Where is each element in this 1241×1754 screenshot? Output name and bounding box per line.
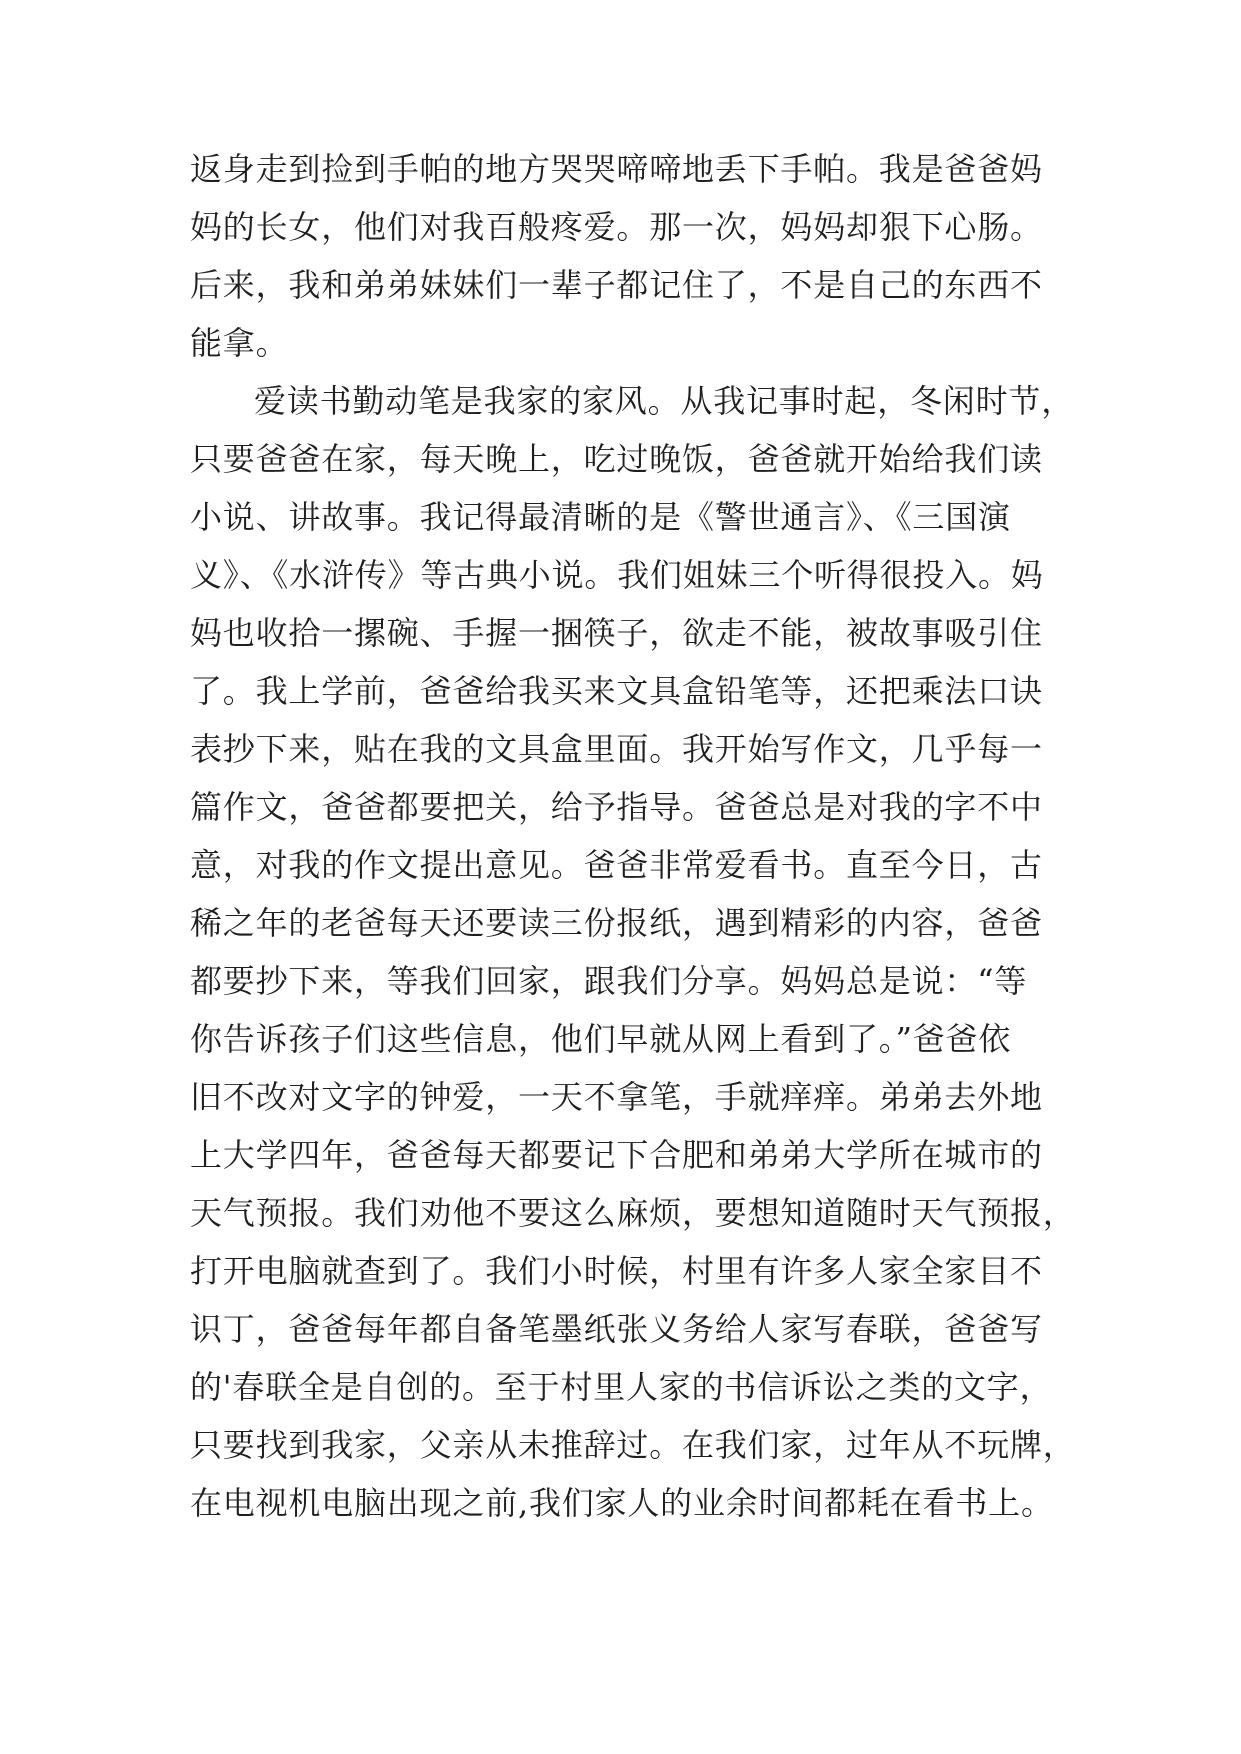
text-line: 识丁，爸爸每年都自备笔墨纸张义务给人家写春联，爸爸写: [190, 1310, 1043, 1348]
text-line: 只要爸爸在家，每天晚上，吃过晚饭，爸爸就开始给我们读: [190, 440, 1043, 478]
text-line: 能拿。: [190, 324, 289, 362]
text-line: 义》、《水浒传》等古典小说。我们姐妹三个听得很投入。妈: [190, 556, 1044, 594]
text-line: 打开电脑就查到了。我们小时候，村里有许多人家全家目不: [190, 1252, 1043, 1290]
text-line: 后来，我和弟弟妹妹们一辈子都记住了，不是自己的东西不: [190, 266, 1043, 304]
text-line: 意，对我的作文提出意见。爸爸非常爱看书。直至今日，古: [190, 846, 1043, 884]
text-line: 上大学四年，爸爸每天都要记下合肥和弟弟大学所在城市的: [190, 1136, 1043, 1174]
text-line: 你告诉孩子们这些信息，他们早就从网上看到了。”爸爸依: [190, 1020, 1012, 1058]
body-text: [190, 140, 1076, 1532]
text-line: 返身走到捡到手帕的地方哭哭啼啼地丢下手帕。我是爸爸妈: [190, 150, 1043, 188]
text-line: 在电视机电脑出现之前,我们家人的业余时间都耗在看书上。: [190, 1484, 1054, 1522]
text-line: 小说、讲故事。我记得最清晰的是《警世通言》、《三国演: [190, 498, 1011, 536]
text-line: 旧不改对文字的钟爱，一天不拿笔，手就痒痒。弟弟去外地: [190, 1078, 1043, 1116]
text-line: 只要找到我家，父亲从未推辞过。在我们家，过年从不玩牌，: [190, 1426, 1076, 1464]
text-line: 妈也收拾一摞碗、手握一捆筷子，欲走不能，被故事吸引住: [190, 614, 1043, 652]
text-line: 篇作文，爸爸都要把关，给予指导。爸爸总是对我的字不中: [190, 788, 1043, 826]
text-line: 的'春联全是自创的。至于村里人家的书信诉讼之类的文字，: [190, 1368, 1053, 1406]
text-line: 妈的长女，他们对我百般疼爱。那一次，妈妈却狠下心肠。: [190, 208, 1043, 246]
paragraph-start-line: 爱读书勤动笔是我家的家风。从我记事时起，冬闲时节，: [254, 382, 1075, 420]
text-line: 天气预报。我们劝他不要这么麻烦，要想知道随时天气预报，: [190, 1194, 1076, 1232]
text-line: 了。我上学前，爸爸给我买来文具盒铅笔等，还把乘法口诀: [190, 672, 1043, 710]
text-line: 稀之年的老爸每天还要读三份报纸，遇到精彩的内容，爸爸: [190, 904, 1043, 942]
text-line: 都要抄下来，等我们回家，跟我们分享。妈妈总是说：“等: [190, 962, 1028, 1000]
text-line: 表抄下来，贴在我的文具盒里面。我开始写作文，几乎每一: [190, 730, 1043, 768]
